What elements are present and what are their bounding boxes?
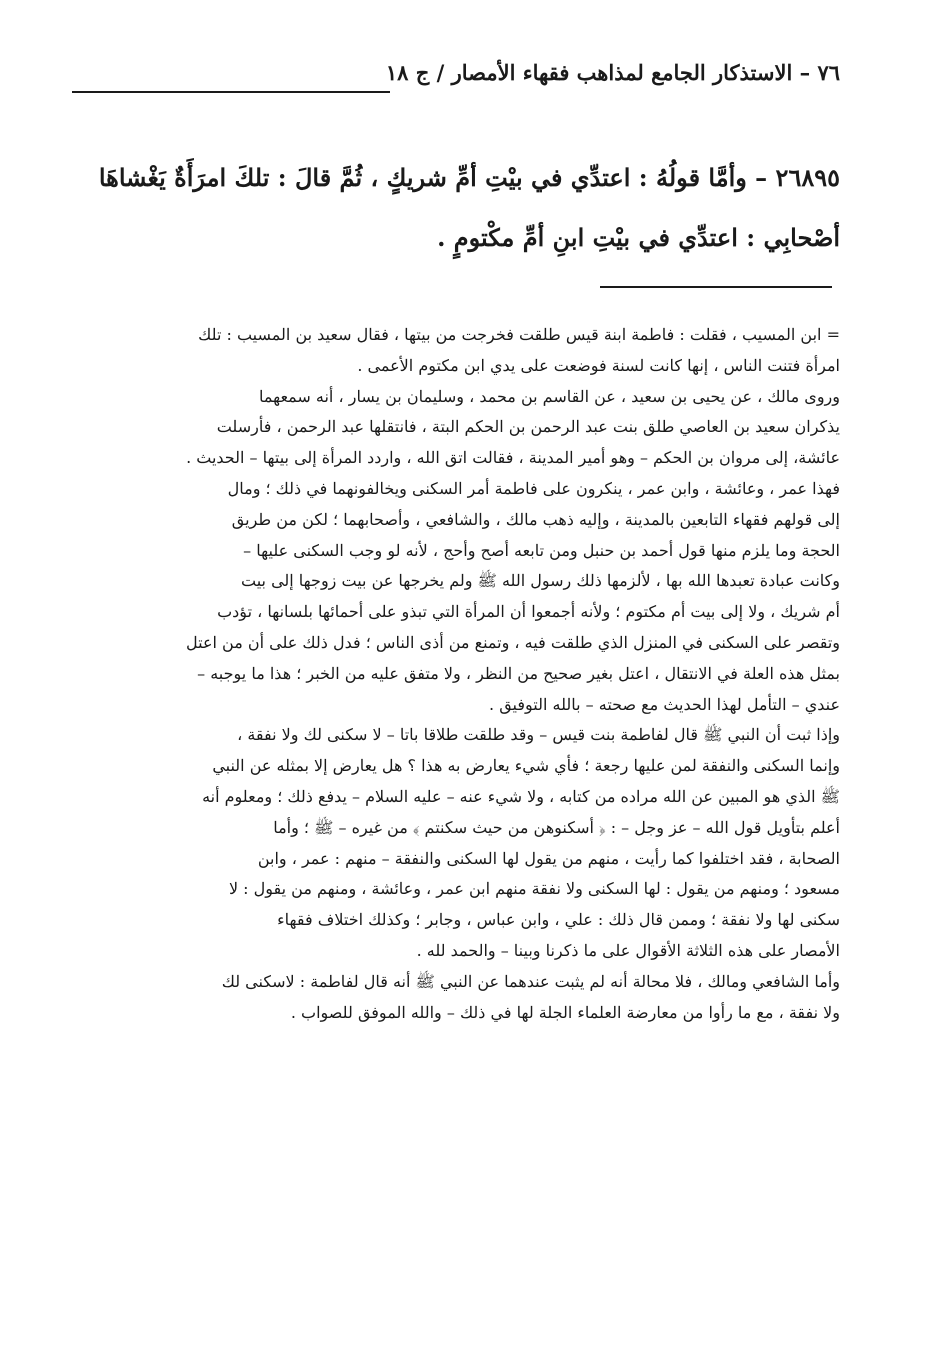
commentary-line: أعلم بتأويل قول الله – عز وجل – : ﴿ أسكنوهن من حيث سكنتم ﴾ من غيره – ﷺ ؛ وأما: [273, 817, 840, 837]
hadith-line: ٢٦٨٩٥ – وأمَّا قولُهُ : اعتدِّي في بيْتِ أمِّ شريكٍ ، ثُمَّ قالَ : تلكَ امرَأَةٌ يَغْشاهَا: [98, 163, 840, 192]
hadith-text: [70, 148, 840, 268]
hadith-line: أصْحابِي : اعتدِّي في بيْتِ ابنِ أمِّ مكْتومٍ .: [437, 223, 840, 252]
commentary-line: وإنما السكنى والنفقة لمن عليها رجعة ؛ فأي شيء يعارض به هذا ؟ هل يعارض إلا بمثله عن النبي: [212, 756, 840, 776]
commentary-line: الأمصار على هذه الثلاثة الأقوال على ما ذكرنا وبينا – والحمد لله .: [416, 940, 840, 960]
commentary-line: وروى مالك ، عن يحيى بن سعيد ، عن القاسم بن محمد ، وسليمان بن يسار ، أنه سمعهما: [258, 386, 840, 406]
commentary-line: ولا نفقة ، مع ما رأوا من معارضة العلماء الجلة لها في ذلك – والله الموفق للصواب .: [290, 1002, 840, 1022]
commentary-text: [70, 320, 840, 1028]
commentary-line: وأما الشافعي ومالك ، فلا محالة أنه لم يثبت عندهما عن النبي ﷺ أنه قال لفاطمة : لاسكنى لك: [221, 971, 840, 991]
commentary-line: مسعود ؛ ومنهم من يقول : لها السكنى ولا نفقة منهم ابن عمر ، وعائشة ، ومنهم من يقول : لا: [228, 879, 840, 899]
commentary-line: الحجة وما يلزم منها قول أحمد بن حنبل ومن تابعه أصح وأحج ، لأنه لو وجب السكنى عليها –: [243, 540, 840, 560]
commentary-line: الصحابة ، فقد اختلفوا كما رأيت ، منهم من يقول لها السكنى والنفقة – منهم : عمر ، وابن: [257, 848, 840, 868]
commentary-line: سكنى لها ولا نفقة ؛ وممن قال ذلك : علي ، وابن عباس ، وجابر ؛ وكذلك اختلاف فقهاء: [277, 910, 840, 930]
commentary-line: بمثل هذه العلة في الانتقال ، اعتل بغير صحيح من النظر ، ولا متفق عليه من الخبر ؛ هذا ما يوجبه –: [197, 663, 840, 683]
commentary-line: إلى قولهم فقهاء التابعين بالمدينة ، وإليه ذهب مالك ، والشافعي ، وأصحابهما ؛ لكن من طريق: [231, 509, 840, 529]
hadith-separator-rule: [600, 286, 832, 288]
commentary-line: امرأة فتنت الناس ، إنها كانت لسنة فوضعت على يدي ابن مكتوم الأعمى .: [357, 355, 840, 375]
commentary-line: يذكران سعيد بن العاصي طلق بنت عبد الرحمن بن الحكم البتة ، فانتقلها عبد الرحمن ، فأرسلت: [216, 417, 840, 437]
commentary-line: عندي – التأمل لهذا الحديث مع صحته – بالله التوفيق .: [489, 694, 840, 714]
commentary-line: عائشة، إلى مروان بن الحكم – وهو أمير المدينة ، فقالت اتق الله ، واردد المرأة إلى بيتها – الحديث .: [186, 448, 840, 468]
commentary-line: وإذا ثبت أن النبي ﷺ قال لفاطمة بنت قيس – وقد طلقت طلاقا باتا – لا سكنى لك ولا نفقة ،: [237, 725, 840, 745]
commentary-line: وتقصر على السكنى في المنزل الذي طلقت فيه ، وتمنع من أذى الناس ؛ فدل ذلك على أن من اعتل: [186, 632, 840, 652]
commentary-line: وكانت عبادة تعبدها الله بها ، لألزمها ذلك رسول الله ﷺ ولم يخرجها عن بيت زوجها إلى بيت: [240, 571, 840, 591]
commentary-line: = ابن المسيب ، فقلت : فاطمة ابنة قيس طلقت فخرجت من بيتها ، فقال سعيد بن المسيب : تلك: [198, 325, 840, 344]
commentary-line: فهذا عمر ، وعائشة ، وابن عمر ، ينكرون على فاطمة أمر السكنى ويخالفونهما في ذلك ؛ ومال: [227, 478, 840, 498]
commentary-line: ﷺ الذي هو المبين عن الله مراده من كتابه ، ولا شيء عنه – عليه السلام – يدفع ذلك ؛ ومعلوم أنه: [202, 786, 840, 806]
running-header: ٧٦ – الاستذكار الجامع لمذاهب فقهاء الأمصار / ج ١٨: [385, 60, 840, 85]
header-rule: [72, 91, 390, 93]
commentary-line: أم شريك ، ولا إلى بيت أم مكتوم ؛ ولأنه أجمعوا أن المرأة التي تبذو على أحمائها بلسانها ، تؤدب: [217, 602, 840, 622]
